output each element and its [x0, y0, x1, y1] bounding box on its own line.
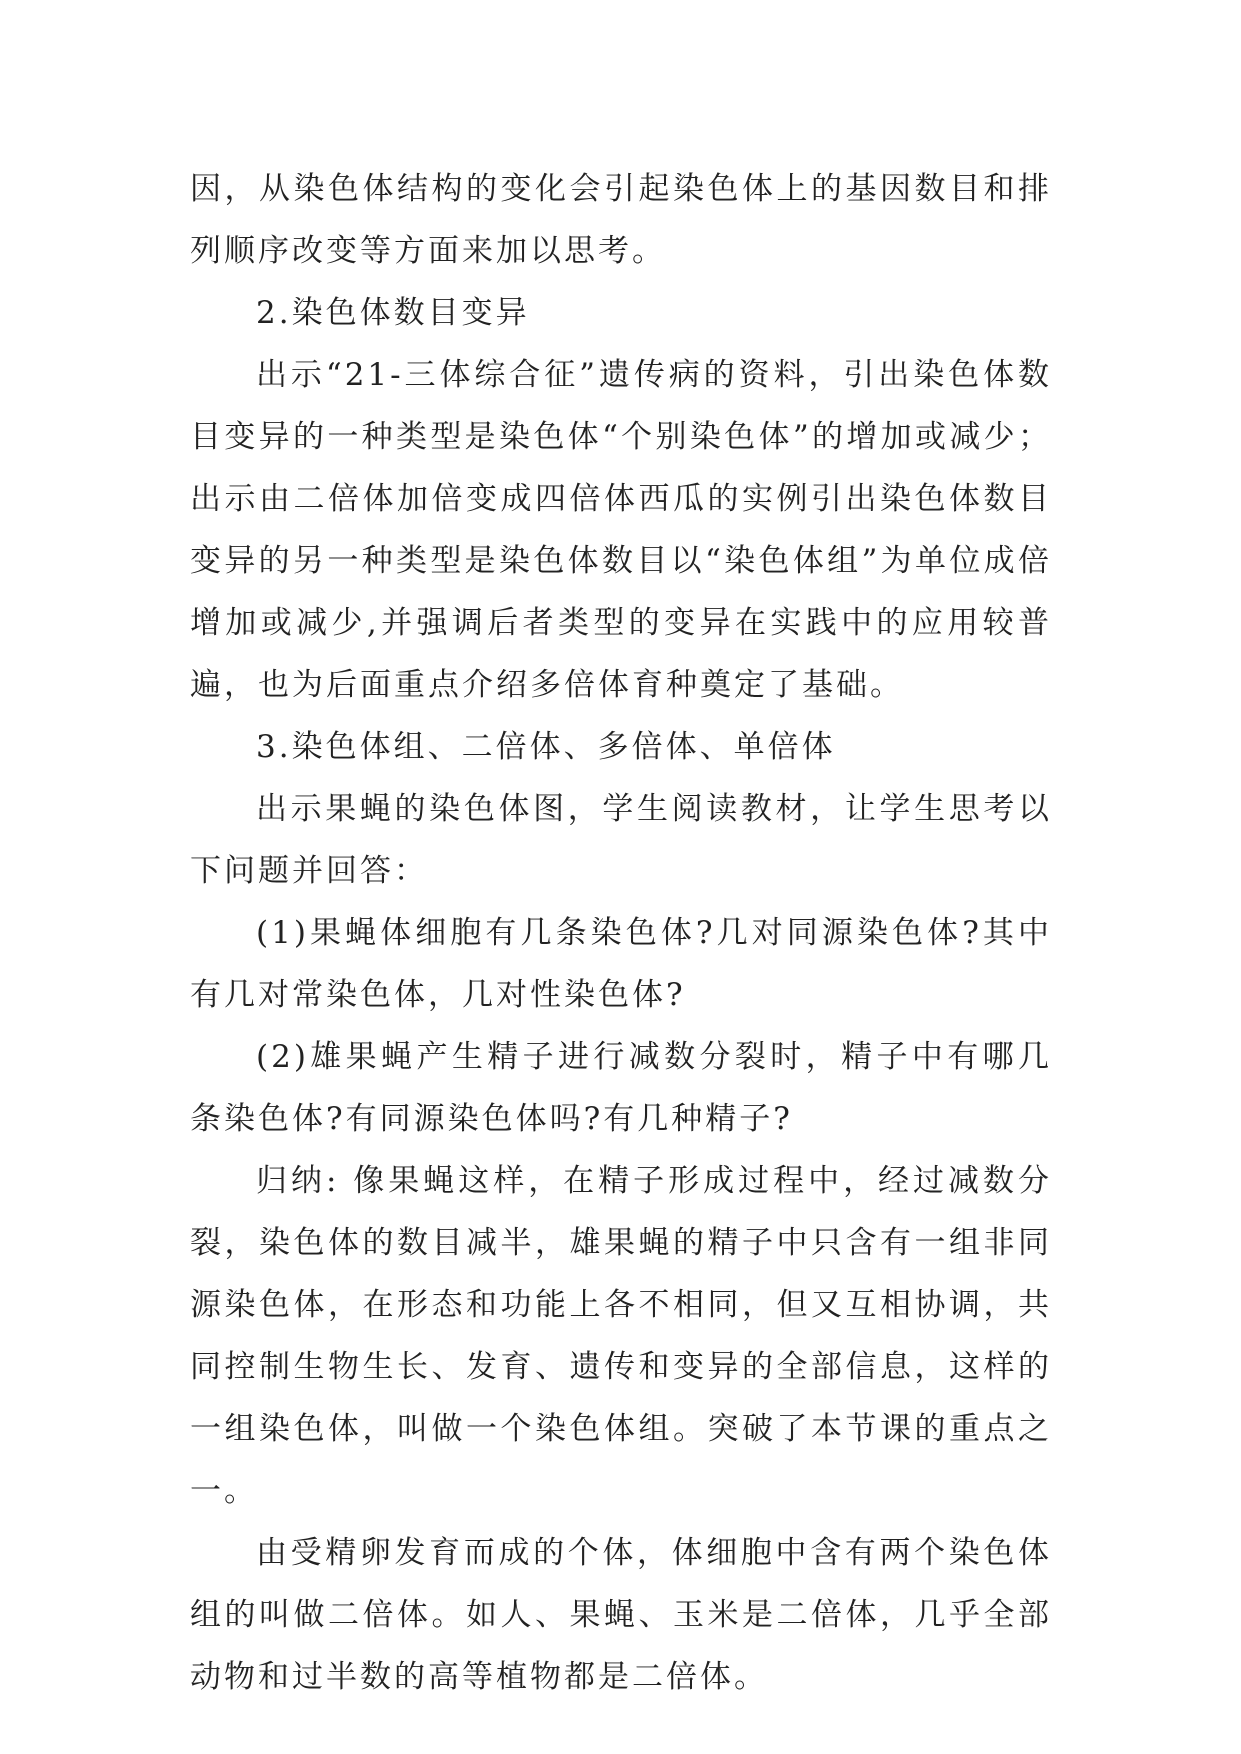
paragraph-fruit-fly-intro: 出示果蝇的染色体图，学生阅读教材，让学生思考以下问题并回答：	[190, 791, 1052, 889]
question-1: (1)果蝇体细胞有几条染色体?几对同源染色体?其中有几对常染色体，几对性染色体?	[190, 915, 1052, 1013]
paragraph-trisomy-21: 出示“21-三体综合征”遗传病的资料，引出染色体数目变异的一种类型是染色体“个别染色体”的增加或减少；出示由二倍体加倍变成四倍体西瓜的实例引出染色体数目变异的另一种类型是染色体数目以“染色体组”为单位成倍增加或减少,并强调后者类型的变异在实践中的应用较普遍，也为后面重点介绍多倍体育种奠定了基础。	[190, 357, 1052, 703]
section-heading-chromosome-number-variation: 2.染色体数目变异	[256, 295, 530, 331]
paragraph-continuation: 因，从染色体结构的变化会引起染色体上的基因数目和排列顺序改变等方面来加以思考。	[190, 171, 1052, 269]
paragraph-summary: 归纳: 像果蝇这样，在精子形成过程中，经过减数分裂，染色体的数目减半，雄果蝇的精子中只含有一组非同源染色体，在形态和功能上各不相同，但又互相协调，共同控制生物生长、发育、遗传和变异的全部信息，这样的一组染色体，叫做一个染色体组。突破了本节课的重点之一。	[190, 1163, 1052, 1509]
section-heading-chromosome-set: 3.染色体组、二倍体、多倍体、单倍体	[256, 729, 836, 765]
document-body	[190, 158, 1052, 1708]
question-2: (2)雄果蝇产生精子进行减数分裂时，精子中有哪几条染色体?有同源染色体吗?有几种精子?	[190, 1039, 1052, 1137]
paragraph-diploid: 由受精卵发育而成的个体，体细胞中含有两个染色体组的叫做二倍体。如人、果蝇、玉米是二倍体，几乎全部动物和过半数的高等植物都是二倍体。	[190, 1535, 1052, 1695]
